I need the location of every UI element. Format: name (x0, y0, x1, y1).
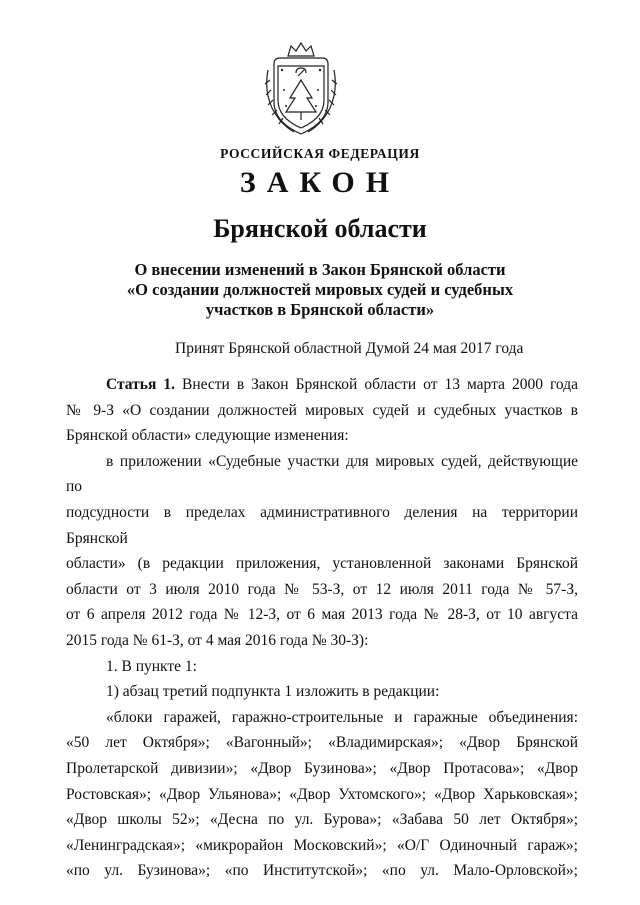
article-intro-line: № 9-З «О создании должностей мировых судей и судебных участков в (66, 401, 578, 419)
law-subject (0, 260, 640, 320)
subpoint-heading: 1) абзац третий подпункта 1 изложить в редакции: (106, 683, 440, 701)
quote-line: «Двор школы 52»; «Десна по ул. Бурова»; «Забава 50 лет Октября»; (66, 811, 578, 829)
document-type: ЗАКОН (239, 166, 401, 199)
country-name: РОССИЙСКАЯ ФЕДЕРАЦИЯ (220, 146, 420, 161)
region-name: Брянской области (213, 214, 427, 243)
quote-line: Ростовская»; «Двор Ульянова»; «Двор Ухтомского»; «Двор Харьковская»; (66, 785, 578, 803)
article-intro-line: Брянской области» следующие изменения: (66, 427, 349, 445)
law-subject-line: «О создании должностей мировых судей и судебных (126, 280, 514, 299)
quote-line: «50 лет Октября»; «Вагонный»; «Владимирская»; «Двор Брянской (66, 734, 578, 752)
law-subject-line: О внесении изменений в Закон Брянской области (134, 260, 506, 279)
appendix-line: области от 3 июля 2010 года № 53-З, от 12 июля 2011 года № 57-З, (66, 580, 578, 598)
law-subject-line: участков в Брянской области» (205, 300, 435, 319)
appendix-line: 2015 года № 61-З, от 4 мая 2016 года № 30-З): (66, 631, 369, 649)
quote-line: Пролетарской дивизии»; «Двор Бузинова»; «Двор Протасова»; «Двор (66, 759, 578, 777)
article-intro-line: Статья 1. Внести в Закон Брянской области от 13 марта 2000 года (106, 376, 578, 393)
document-body (66, 372, 578, 884)
appendix-line: в приложении «Судебные участки для мировых судей, действующие по (66, 452, 578, 496)
article-label: Статья 1. (106, 376, 175, 393)
quote-line: «Ленинградская»; «микрорайон Московский»; «О/Г Одиночный гараж»; (66, 836, 578, 854)
appendix-line: области» (в редакции приложения, установленной законами Брянской (66, 555, 578, 573)
quote-line: «блоки гаражей, гаражно-строительные и гаражные объединения: (106, 708, 578, 726)
point-heading: 1. В пункте 1: (106, 657, 197, 675)
coat-of-arms-icon (260, 40, 342, 140)
appendix-line: от 6 апреля 2012 года № 12-З, от 6 мая 2013 года № 28-З, от 10 августа (66, 606, 578, 624)
appendix-line: подсудности в пределах административного деления на территории Брянской (66, 503, 578, 547)
adoption-date: Принят Брянской областной Думой 24 мая 2017 года (175, 340, 524, 357)
quote-line: «по ул. Бузинова»; «по Институтской»; «по ул. Мало-Орловской»; (66, 862, 578, 880)
